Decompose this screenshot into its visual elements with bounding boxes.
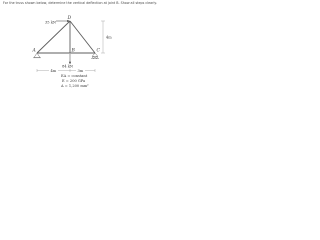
top-load-label: 35 kN <box>45 20 57 25</box>
right-span-label: 3m <box>77 68 84 73</box>
bottom-load-label: 84 kN <box>62 64 74 69</box>
pin-support-a <box>33 53 41 58</box>
ea-constant-label: EA = constant <box>61 74 88 78</box>
joint-label-b: B <box>71 48 75 54</box>
left-span-label: 4m <box>50 68 57 73</box>
height-dimension-line <box>101 21 105 53</box>
joint-label-d: D <box>67 16 72 21</box>
area-label: A = 1,200 mm² <box>61 84 89 88</box>
joint-label-a: A <box>32 48 36 54</box>
joint-label-c: C <box>96 48 100 54</box>
modulus-label: E = 200 GPa <box>62 79 86 83</box>
height-dimension-label: 4m <box>106 35 112 40</box>
vertical-load-arrow <box>69 54 71 65</box>
problem-statement: For the truss shown below, determine the vertical deflection at joint B. Show all steps clearly. <box>3 1 157 5</box>
member-ad <box>37 21 70 53</box>
truss-figure <box>0 0 200 97</box>
span-dimension-line <box>37 69 95 72</box>
roller-support-c <box>91 53 99 59</box>
